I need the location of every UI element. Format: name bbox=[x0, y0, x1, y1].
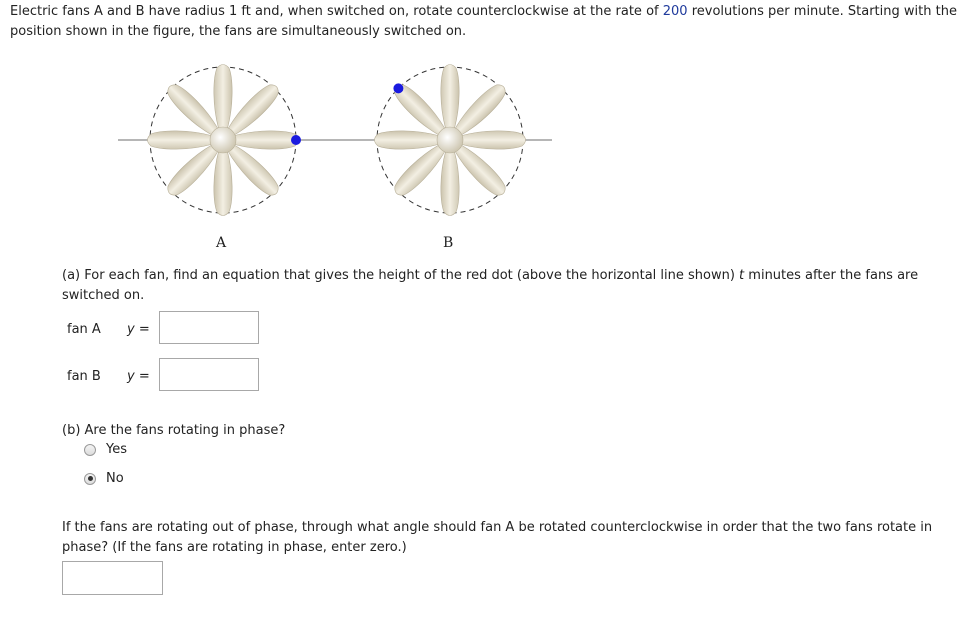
fan-a-blade bbox=[224, 80, 283, 139]
fan-b-hub bbox=[437, 127, 463, 153]
fan-a-dot bbox=[291, 135, 301, 145]
time-variable: t bbox=[739, 268, 745, 283]
intro-text-after: revolutions per minute. Starting with the position shown in the figure, the fans are simultaneously switched on. bbox=[10, 4, 957, 39]
radio-yes[interactable] bbox=[84, 444, 96, 456]
radio-option-no[interactable] bbox=[84, 471, 124, 486]
radio-yes-label: Yes bbox=[106, 442, 127, 457]
fan-b-y-label: y bbox=[127, 368, 135, 384]
fan-b-answer-input[interactable] bbox=[159, 358, 259, 391]
fan-a-equation-row bbox=[67, 312, 159, 346]
fan-a-blade bbox=[224, 141, 283, 200]
fan-a bbox=[148, 65, 299, 216]
fan-a-blade bbox=[233, 131, 299, 149]
fan-b-blade bbox=[451, 141, 510, 200]
fan-a-blade bbox=[214, 65, 232, 131]
fan-a-blade bbox=[163, 80, 222, 139]
fan-a-label: A bbox=[216, 235, 227, 251]
fan-b-blade bbox=[441, 65, 459, 131]
part-c-prompt: If the fans are rotating out of phase, through what angle should fan A be rotated counterclockwise in order that the two fans rotate in phase? (If the fans are rotating in phase, enter zero.) bbox=[62, 520, 933, 555]
radio-no-label: No bbox=[106, 471, 124, 486]
fan-a-blade bbox=[148, 131, 214, 149]
fan-b-equation-label: fan B bbox=[67, 368, 101, 384]
rate-value: 200 bbox=[662, 4, 688, 19]
fan-a-y-label: y bbox=[127, 321, 135, 337]
fan-b-equation-row bbox=[67, 359, 159, 393]
part-a-text-after: minutes after the fans are switched on. bbox=[62, 268, 919, 303]
part-a-prompt bbox=[62, 266, 942, 306]
fans-diagram bbox=[110, 58, 560, 228]
part-a-text-before: (a) For each fan, find an equation that gives the height of the red dot (above the horizontal line shown) bbox=[62, 268, 740, 283]
fan-b-dot bbox=[393, 83, 403, 93]
fan-b-label: B bbox=[443, 235, 454, 251]
fan-b-blade bbox=[451, 80, 510, 139]
fan-a-hub bbox=[210, 127, 236, 153]
fans-figure bbox=[110, 58, 560, 251]
intro-text-before: Electric fans A and B have radius 1 ft and, when switched on, rotate counterclockwise at the rate of bbox=[10, 4, 663, 19]
fan-b-blade bbox=[460, 131, 526, 149]
fan-a-answer-input[interactable] bbox=[159, 311, 259, 344]
fan-a-blade bbox=[163, 141, 222, 200]
angle-answer-input[interactable] bbox=[62, 561, 163, 595]
fan-a-blade bbox=[214, 150, 232, 216]
part-b-prompt: (b) Are the fans rotating in phase? bbox=[62, 423, 286, 438]
radio-option-yes[interactable] bbox=[84, 442, 127, 457]
fan-b-blade bbox=[390, 141, 449, 200]
fan-a-equation-label: fan A bbox=[67, 321, 101, 337]
radio-no[interactable] bbox=[84, 473, 96, 485]
fan-b-blade bbox=[375, 131, 441, 149]
fan-b-equals: = bbox=[138, 368, 150, 384]
fan-b-blade bbox=[441, 150, 459, 216]
problem-statement bbox=[10, 2, 968, 42]
fan-a-equals: = bbox=[138, 321, 150, 337]
